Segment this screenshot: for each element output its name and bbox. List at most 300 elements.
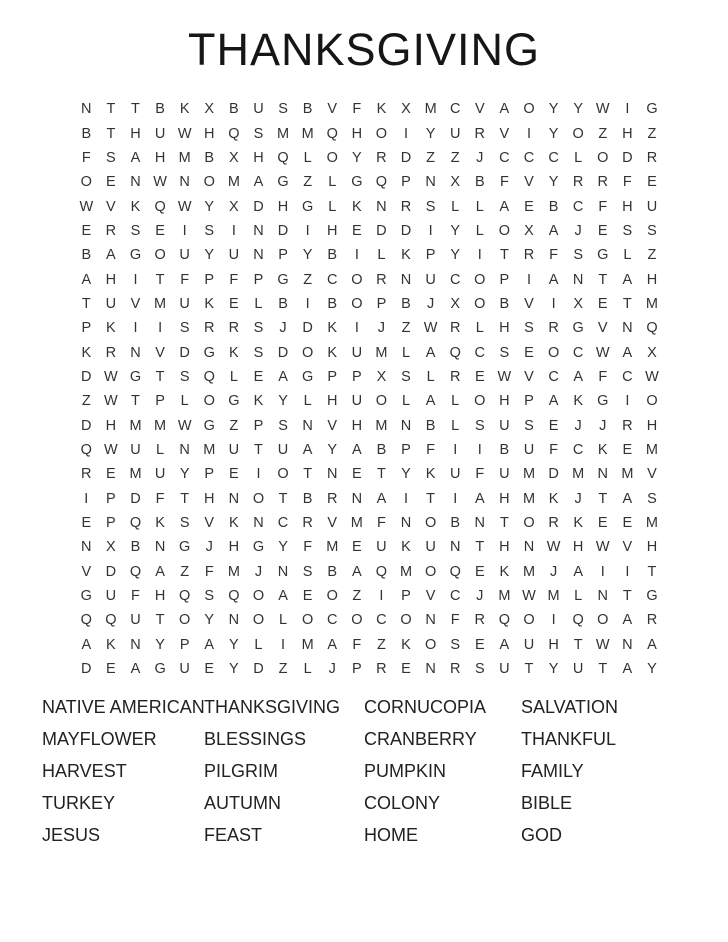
grid-letter: T: [573, 636, 583, 653]
grid-letter: M: [129, 417, 142, 434]
grid-letter: K: [548, 490, 559, 507]
grid-letter: F: [549, 441, 558, 458]
word-list-item: PUMPKIN: [364, 761, 447, 781]
grid-letter: P: [204, 271, 215, 288]
grid-letter: B: [204, 149, 215, 166]
grid-letter: J: [549, 563, 558, 580]
grid-letter: N: [572, 271, 584, 288]
grid-letter: C: [548, 368, 559, 385]
grid-letter: K: [401, 539, 411, 556]
grid-letter: U: [179, 247, 190, 264]
grid-letter: W: [423, 320, 438, 337]
word-list-item: AUTUMN: [204, 793, 281, 813]
grid-letter: S: [179, 515, 190, 532]
grid-letter: D: [130, 490, 141, 507]
grid-letter: S: [524, 417, 534, 434]
grid-letter: H: [204, 490, 215, 507]
grid-letter: I: [354, 320, 359, 337]
grid-letter: T: [303, 466, 313, 483]
grid-letter: T: [426, 490, 436, 507]
grid-letter: F: [81, 149, 91, 166]
grid-letter: S: [253, 320, 264, 337]
grid-letter: B: [425, 417, 436, 434]
grid-letter: T: [499, 515, 509, 532]
grid-letter: O: [597, 149, 609, 166]
grid-letter: S: [179, 320, 190, 337]
grid-letter: L: [156, 441, 165, 458]
grid-letter: P: [401, 174, 411, 191]
grid-letter: T: [155, 612, 165, 629]
grid-letter: I: [625, 393, 630, 410]
grid-letter: W: [104, 368, 118, 385]
grid-letter: W: [595, 101, 610, 118]
grid-letter: F: [155, 490, 165, 507]
grid-letter: Y: [327, 441, 338, 458]
grid-letter: N: [228, 490, 240, 507]
grid-letter: S: [573, 247, 583, 264]
grid-letter: Q: [80, 441, 92, 458]
grid-letter: E: [106, 174, 116, 191]
grid-letter: S: [130, 222, 141, 239]
grid-letter: L: [623, 247, 632, 264]
grid-letter: W: [177, 125, 192, 142]
grid-letter: M: [301, 125, 314, 142]
grid-letter: W: [104, 441, 118, 458]
grid-letter: Q: [449, 344, 461, 361]
grid-letter: G: [252, 539, 265, 556]
grid-letter: I: [256, 466, 261, 483]
grid-letter: C: [572, 441, 584, 458]
grid-letter: Y: [647, 661, 657, 678]
grid-letter: M: [645, 295, 658, 312]
grid-letter: M: [547, 588, 560, 605]
grid-letter: S: [499, 344, 510, 361]
grid-letter: X: [524, 222, 534, 239]
grid-letter: A: [548, 271, 559, 288]
grid-letter: L: [574, 588, 583, 605]
grid-letter: N: [253, 247, 264, 264]
grid-letter: H: [646, 271, 658, 288]
grid-letter: O: [424, 636, 437, 653]
grid-letter: M: [621, 466, 634, 483]
grid-letter: B: [302, 490, 313, 507]
word-list-column: [42, 691, 204, 851]
grid-letter: G: [154, 661, 166, 678]
grid-letter: R: [449, 320, 461, 337]
grid-letter: M: [326, 539, 339, 556]
grid-letter: S: [204, 222, 215, 239]
grid-letter: O: [523, 101, 535, 118]
grid-letter: B: [499, 441, 510, 458]
grid-letter: O: [523, 515, 535, 532]
grid-letter: T: [180, 490, 190, 507]
grid-letter: G: [129, 247, 142, 264]
grid-letter: H: [228, 539, 240, 556]
grid-letter: I: [305, 295, 310, 312]
grid-letter: Q: [228, 588, 240, 605]
grid-letter: O: [646, 393, 658, 410]
grid-letter: A: [548, 222, 559, 239]
grid-letter: G: [572, 320, 584, 337]
grid-letter: G: [228, 393, 240, 410]
grid-letter: S: [474, 661, 485, 678]
grid-letter: G: [277, 174, 289, 191]
grid-letter: V: [106, 198, 116, 215]
grid-letter: B: [327, 247, 338, 264]
word-list-column: [521, 691, 618, 851]
grid-letter: Y: [229, 636, 239, 653]
grid-letter: X: [229, 198, 239, 215]
grid-letter: T: [155, 368, 165, 385]
grid-letter: A: [499, 198, 510, 215]
grid-letter: M: [301, 636, 314, 653]
grid-letter: R: [572, 174, 584, 191]
grid-letter: J: [599, 417, 607, 434]
grid-letter: Y: [425, 125, 436, 142]
grid-letter: O: [375, 393, 388, 410]
word-list: [42, 691, 618, 851]
grid-letter: N: [228, 612, 240, 629]
grid-letter: O: [326, 149, 338, 166]
grid-letter: X: [106, 539, 116, 556]
grid-letter: V: [474, 101, 485, 118]
grid-letter: Y: [278, 539, 288, 556]
grid-letter: U: [572, 661, 584, 678]
grid-letter: O: [203, 393, 215, 410]
grid-letter: U: [130, 441, 141, 458]
grid-letter: I: [453, 441, 458, 458]
grid-letter: P: [524, 393, 534, 410]
grid-letter: G: [646, 588, 658, 605]
grid-letter: U: [253, 101, 264, 118]
grid-letter: V: [647, 466, 657, 483]
grid-letter: U: [351, 393, 363, 410]
grid-letter: C: [376, 612, 387, 629]
grid-letter: I: [231, 222, 236, 239]
grid-letter: O: [277, 466, 289, 483]
grid-letter: C: [277, 515, 289, 532]
grid-letter: F: [549, 247, 558, 264]
grid-letter: Q: [228, 125, 240, 142]
grid-letter: E: [597, 222, 608, 239]
grid-letter: U: [499, 417, 510, 434]
grid-letter: W: [104, 393, 118, 410]
grid-letter: A: [130, 149, 141, 166]
grid-letter: H: [351, 417, 363, 434]
grid-letter: K: [229, 344, 239, 361]
grid-letter: J: [254, 563, 263, 580]
grid-letter: V: [155, 344, 165, 361]
grid-letter: L: [475, 198, 484, 215]
grid-letter: F: [598, 368, 608, 385]
grid-letter: G: [646, 101, 658, 118]
grid-letter: N: [425, 174, 436, 191]
grid-letter: N: [622, 320, 633, 337]
grid-letter: I: [428, 222, 433, 239]
grid-letter: H: [253, 149, 264, 166]
word-list-item: THANKSGIVING: [204, 697, 341, 717]
grid-letter: A: [622, 490, 633, 507]
grid-letter: A: [155, 563, 165, 580]
grid-letter: R: [548, 320, 559, 337]
grid-letter: W: [595, 636, 610, 653]
grid-letter: Y: [450, 247, 461, 264]
grid-letter: O: [203, 174, 215, 191]
grid-letter: G: [129, 368, 142, 385]
grid-letter: E: [204, 661, 215, 678]
grid-letter: H: [646, 539, 658, 556]
grid-letter: H: [499, 320, 510, 337]
grid-letter: P: [204, 466, 215, 483]
grid-letter: I: [354, 247, 359, 264]
grid-letter: F: [131, 588, 140, 605]
grid-letter: I: [404, 490, 409, 507]
grid-letter: R: [597, 174, 608, 191]
grid-letter: N: [154, 539, 166, 556]
grid-letter: A: [573, 563, 583, 580]
word-list-column: [364, 691, 521, 851]
grid-letter: N: [597, 466, 608, 483]
grid-letter: Q: [277, 149, 289, 166]
grid-letter: P: [253, 271, 264, 288]
grid-letter: M: [375, 417, 388, 434]
grid-letter: Q: [179, 588, 191, 605]
grid-letter: W: [153, 174, 167, 191]
grid-letter: Z: [180, 563, 190, 580]
grid-letter: O: [154, 247, 166, 264]
grid-letter: T: [598, 490, 608, 507]
grid-letter: U: [105, 295, 117, 312]
grid-letter: S: [647, 490, 657, 507]
grid-letter: Y: [229, 661, 239, 678]
grid-letter: A: [499, 636, 510, 653]
grid-letter: N: [179, 441, 190, 458]
grid-letter: G: [302, 368, 314, 385]
grid-letter: A: [278, 588, 288, 605]
grid-letter: U: [277, 441, 289, 458]
grid-letter: A: [622, 344, 633, 361]
grid-letter: P: [155, 393, 165, 410]
grid-letter: A: [278, 368, 288, 385]
grid-letter: H: [548, 636, 559, 653]
grid-letter: S: [450, 636, 461, 653]
grid-letter: E: [524, 198, 534, 215]
grid-letter: W: [497, 368, 512, 385]
grid-letter: P: [401, 441, 411, 458]
grid-letter: O: [375, 125, 388, 142]
grid-letter: E: [351, 222, 362, 239]
grid-letter: O: [80, 174, 92, 191]
grid-letter: F: [426, 441, 436, 458]
grid-letter: Y: [548, 661, 559, 678]
grid-letter: E: [302, 588, 313, 605]
grid-letter: G: [302, 198, 314, 215]
grid-letter: T: [376, 466, 386, 483]
grid-letter: N: [376, 198, 387, 215]
grid-letter: I: [158, 320, 163, 337]
grid-letter: O: [474, 393, 486, 410]
grid-letter: B: [130, 539, 141, 556]
grid-letter: R: [449, 661, 461, 678]
grid-letter: N: [130, 636, 141, 653]
grid-letter: R: [449, 368, 461, 385]
grid-letter: P: [278, 247, 288, 264]
grid-letter: N: [425, 612, 436, 629]
grid-letter: I: [477, 247, 482, 264]
grid-letter: I: [281, 636, 286, 653]
grid-letter: U: [425, 539, 436, 556]
grid-letter: S: [622, 222, 633, 239]
grid-letter: D: [105, 563, 117, 580]
grid-letter: Y: [548, 101, 559, 118]
grid-letter: E: [106, 466, 116, 483]
grid-letter: N: [302, 417, 313, 434]
grid-letter: I: [526, 271, 531, 288]
grid-letter: Q: [326, 125, 338, 142]
grid-letter: N: [400, 515, 412, 532]
grid-letter: U: [351, 344, 363, 361]
grid-letter: M: [424, 101, 437, 118]
grid-letter: L: [451, 393, 460, 410]
grid-letter: N: [253, 515, 264, 532]
grid-letter: H: [622, 125, 633, 142]
grid-letter: X: [204, 101, 215, 118]
grid-letter: W: [546, 539, 561, 556]
grid-letter: A: [81, 636, 92, 653]
grid-letter: K: [253, 393, 264, 410]
grid-letter: V: [327, 101, 338, 118]
grid-letter: Z: [401, 320, 411, 337]
grid-letter: S: [253, 344, 264, 361]
grid-letter: T: [524, 661, 534, 678]
grid-letter: E: [524, 344, 534, 361]
grid-letter: R: [548, 515, 559, 532]
grid-letter: A: [81, 271, 92, 288]
grid-letter: A: [573, 368, 583, 385]
word-list-item: NATIVE AMERICAN: [42, 697, 205, 717]
grid-letter: A: [622, 271, 633, 288]
grid-letter: Y: [450, 222, 461, 239]
grid-letter: H: [204, 125, 215, 142]
grid-letter: K: [204, 295, 215, 312]
grid-letter: M: [154, 417, 167, 434]
grid-letter: I: [305, 222, 310, 239]
grid-letter: X: [401, 101, 411, 118]
grid-letter: B: [401, 295, 411, 312]
grid-letter: L: [254, 295, 263, 312]
grid-letter: U: [228, 247, 240, 264]
grid-letter: U: [425, 271, 436, 288]
grid-letter: P: [106, 490, 116, 507]
grid-letter: E: [229, 466, 239, 483]
grid-letter: U: [154, 125, 166, 142]
grid-letter: P: [106, 515, 116, 532]
grid-letter: Z: [647, 247, 657, 264]
grid-letter: L: [328, 198, 337, 215]
grid-letter: N: [597, 588, 608, 605]
grid-letter: Q: [105, 612, 117, 629]
grid-letter: K: [499, 563, 510, 580]
grid-letter: A: [253, 174, 264, 191]
grid-letter: O: [474, 271, 486, 288]
grid-letter: I: [133, 271, 138, 288]
grid-letter: P: [499, 271, 510, 288]
grid-letter: N: [326, 466, 338, 483]
grid-letter: B: [229, 101, 239, 118]
grid-letter: C: [572, 344, 584, 361]
grid-letter: O: [252, 490, 265, 507]
grid-letter: R: [105, 344, 117, 361]
grid-letter: K: [106, 320, 116, 337]
grid-letter: R: [376, 149, 387, 166]
grid-letter: V: [622, 539, 633, 556]
grid-letter: E: [401, 661, 411, 678]
grid-letter: N: [179, 174, 190, 191]
grid-letter: S: [647, 222, 657, 239]
grid-letter: F: [204, 563, 214, 580]
grid-letter: G: [351, 174, 363, 191]
grid-letter: E: [597, 515, 608, 532]
grid-letter: G: [203, 417, 215, 434]
grid-letter: X: [573, 295, 583, 312]
grid-letter: S: [401, 368, 411, 385]
grid-letter: T: [106, 101, 116, 118]
grid-letter: H: [326, 393, 338, 410]
grid-letter: R: [376, 271, 387, 288]
grid-letter: B: [548, 198, 559, 215]
grid-letter: L: [475, 320, 484, 337]
grid-letter: B: [376, 441, 387, 458]
grid-letter: R: [400, 198, 412, 215]
grid-letter: U: [646, 198, 658, 215]
grid-letter: V: [130, 295, 141, 312]
grid-letter: E: [474, 636, 485, 653]
grid-letter: P: [401, 588, 411, 605]
grid-letter: E: [155, 222, 165, 239]
grid-letter: D: [253, 198, 264, 215]
grid-letter: A: [425, 393, 436, 410]
grid-letter: N: [523, 539, 535, 556]
grid-letter: J: [574, 490, 582, 507]
grid-letter: T: [278, 490, 288, 507]
grid-letter: X: [450, 174, 461, 191]
grid-letter: L: [303, 661, 312, 678]
grid-letter: N: [253, 222, 264, 239]
grid-letter: B: [327, 295, 338, 312]
grid-letter: Z: [81, 393, 91, 410]
grid-letter: O: [302, 344, 314, 361]
grid-letter: I: [477, 441, 482, 458]
grid-letter: J: [574, 222, 582, 239]
grid-letter: K: [327, 344, 338, 361]
grid-letter: W: [595, 344, 610, 361]
grid-letter: U: [449, 125, 461, 142]
grid-letter: P: [179, 636, 190, 653]
grid-letter: A: [622, 661, 633, 678]
grid-letter: Y: [351, 149, 362, 166]
grid-letter: A: [106, 247, 116, 264]
grid-letter: E: [351, 466, 362, 483]
grid-letter: E: [253, 368, 264, 385]
grid-letter: X: [647, 344, 657, 361]
grid-letter: L: [328, 174, 337, 191]
grid-letter: Y: [278, 393, 288, 410]
grid-letter: I: [551, 612, 556, 629]
grid-letter: R: [646, 612, 658, 629]
grid-letter: U: [179, 295, 190, 312]
grid-letter: Y: [548, 174, 559, 191]
grid-letter: A: [376, 490, 387, 507]
